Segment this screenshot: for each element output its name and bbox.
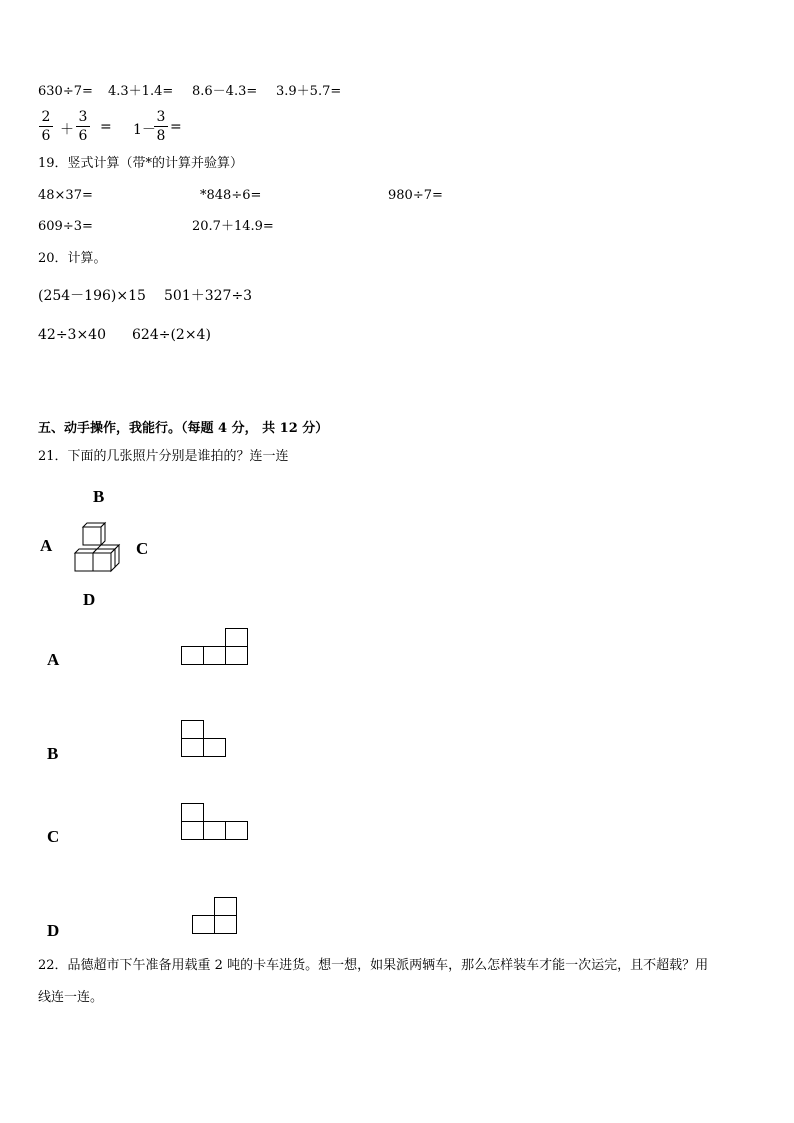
question-text-line: 线连一连。	[38, 990, 104, 1005]
fraction-numerator: 3	[78, 109, 88, 125]
fraction-bar	[39, 126, 53, 127]
direction-label-top: B	[93, 487, 105, 506]
question-title: 20．计算。	[38, 251, 107, 266]
calc-item: 8.6－4.3=	[192, 84, 258, 99]
view-a-shape	[181, 628, 249, 665]
view-row-label: D	[47, 921, 60, 940]
expression: 624÷(2×4)	[132, 327, 211, 343]
fraction-numerator: 3	[156, 109, 166, 125]
view-d-shape	[192, 897, 238, 935]
expression: (254－196)×15	[38, 288, 146, 304]
calc-item: 20.7＋14.9=	[192, 219, 274, 234]
view-row-label: A	[47, 650, 60, 669]
fraction-bar	[154, 126, 168, 127]
expression: 501＋327÷3	[164, 288, 253, 304]
calc-item: 609÷3=	[38, 219, 93, 234]
question-title: 21．下面的几张照片分别是谁拍的？连一连	[38, 449, 289, 464]
calc-item: 4.3＋1.4=	[108, 84, 174, 99]
fraction	[154, 109, 168, 144]
cube-stack-figure	[70, 520, 122, 576]
equals-sign: =	[100, 119, 112, 135]
view-row-label: B	[47, 744, 59, 763]
calc-item: 980÷7=	[388, 188, 443, 203]
calc-item: *848÷6=	[200, 188, 262, 203]
view-row-label: C	[47, 827, 60, 846]
equals-sign: =	[170, 119, 182, 135]
fraction-denominator: 6	[41, 128, 51, 144]
direction-label-right: C	[136, 539, 149, 558]
question-title: 19．竖式计算（带*的计算并验算）	[38, 156, 244, 171]
view-b-shape	[181, 720, 227, 758]
fraction-bar	[76, 126, 90, 127]
section-heading: 五、动手操作，我能行。（每题 4 分， 共 12 分）	[38, 421, 329, 436]
direction-label-bottom: D	[83, 590, 96, 609]
fraction-denominator: 6	[78, 128, 88, 144]
calc-item: 48×37=	[38, 188, 93, 203]
fraction-numerator: 2	[41, 109, 51, 125]
direction-label-left: A	[40, 536, 53, 555]
calc-item: 3.9＋5.7=	[276, 84, 342, 99]
expression: 42÷3×40	[38, 327, 106, 343]
fraction-denominator: 8	[156, 128, 166, 144]
view-c-shape	[181, 803, 250, 841]
calc-item: 630÷7=	[38, 84, 93, 99]
plus-sign: ＋	[60, 122, 74, 138]
question-text-line: 22．品德超市下午准备用载重 2 吨的卡车进货。想一想，如果派两辆车，那么怎样装车才能一次运完，且不超载？用	[38, 958, 709, 973]
one-minus: 1－	[133, 122, 156, 138]
fraction	[39, 109, 53, 144]
fraction	[76, 109, 90, 144]
